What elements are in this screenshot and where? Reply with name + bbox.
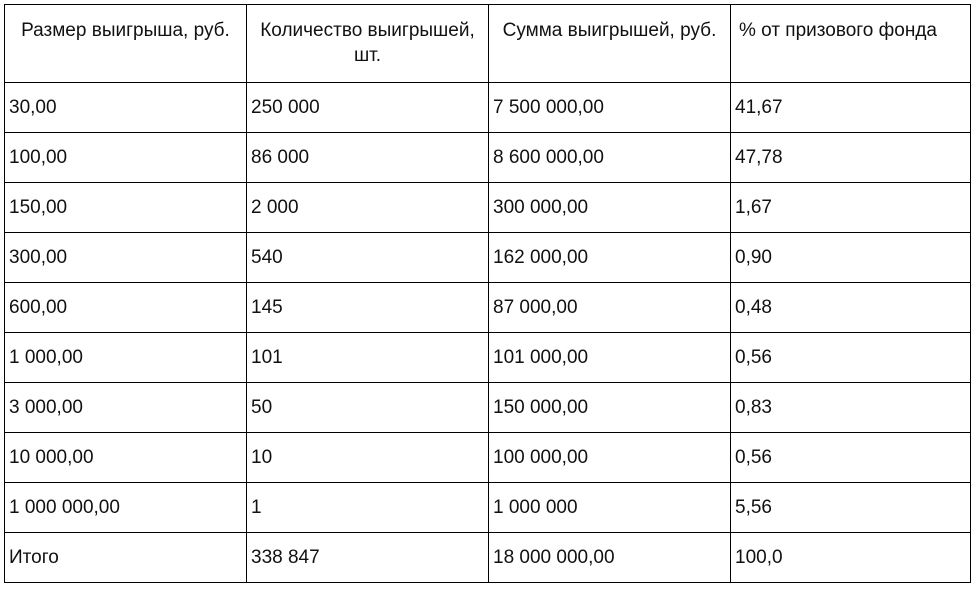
cell-prize-sum: 100 000,00	[489, 433, 731, 483]
header-prize-count: Количество выигрышей, шт.	[247, 5, 489, 83]
cell-prize-size: 3 000,00	[5, 383, 247, 433]
cell-prize-size: 10 000,00	[5, 433, 247, 483]
cell-percent: 0,56	[731, 333, 971, 383]
table-row	[5, 333, 971, 383]
cell-percent: 5,56	[731, 483, 971, 533]
cell-prize-count: 10	[247, 433, 489, 483]
table-body	[5, 83, 971, 583]
table-row	[5, 383, 971, 433]
cell-prize-count: 540	[247, 233, 489, 283]
cell-percent: 0,56	[731, 433, 971, 483]
cell-percent: 0,48	[731, 283, 971, 333]
cell-prize-sum: 162 000,00	[489, 233, 731, 283]
cell-prize-size: 30,00	[5, 83, 247, 133]
total-prize-sum: 18 000 000,00	[489, 533, 731, 583]
total-row	[5, 533, 971, 583]
cell-prize-size: 300,00	[5, 233, 247, 283]
cell-prize-size: 600,00	[5, 283, 247, 333]
total-percent: 100,0	[731, 533, 971, 583]
table-row	[5, 133, 971, 183]
table-row	[5, 183, 971, 233]
cell-percent: 0,83	[731, 383, 971, 433]
cell-prize-count: 86 000	[247, 133, 489, 183]
header-prize-size: Размер выигрыша, руб.	[5, 5, 247, 83]
table-row	[5, 283, 971, 333]
cell-prize-sum: 300 000,00	[489, 183, 731, 233]
total-prize-count: 338 847	[247, 533, 489, 583]
header-percent-of-fund: % от призового фонда	[731, 5, 971, 83]
prize-distribution-table	[4, 4, 971, 583]
cell-percent: 47,78	[731, 133, 971, 183]
total-label: Итого	[5, 533, 247, 583]
cell-prize-sum: 7 500 000,00	[489, 83, 731, 133]
cell-prize-count: 145	[247, 283, 489, 333]
cell-prize-sum: 101 000,00	[489, 333, 731, 383]
table-row	[5, 83, 971, 133]
cell-prize-sum: 1 000 000	[489, 483, 731, 533]
cell-prize-count: 1	[247, 483, 489, 533]
cell-prize-count: 50	[247, 383, 489, 433]
table-row	[5, 433, 971, 483]
table-header	[5, 5, 971, 83]
header-prize-sum: Сумма выигрышей, руб.	[489, 5, 731, 83]
cell-prize-sum: 150 000,00	[489, 383, 731, 433]
cell-percent: 0,90	[731, 233, 971, 283]
cell-prize-count: 2 000	[247, 183, 489, 233]
cell-prize-sum: 87 000,00	[489, 283, 731, 333]
cell-prize-sum: 8 600 000,00	[489, 133, 731, 183]
cell-prize-size: 100,00	[5, 133, 247, 183]
header-row	[5, 5, 971, 83]
cell-prize-count: 250 000	[247, 83, 489, 133]
cell-prize-size: 150,00	[5, 183, 247, 233]
cell-percent: 1,67	[731, 183, 971, 233]
cell-prize-size: 1 000 000,00	[5, 483, 247, 533]
cell-percent: 41,67	[731, 83, 971, 133]
table-row	[5, 233, 971, 283]
table-row	[5, 483, 971, 533]
cell-prize-count: 101	[247, 333, 489, 383]
cell-prize-size: 1 000,00	[5, 333, 247, 383]
